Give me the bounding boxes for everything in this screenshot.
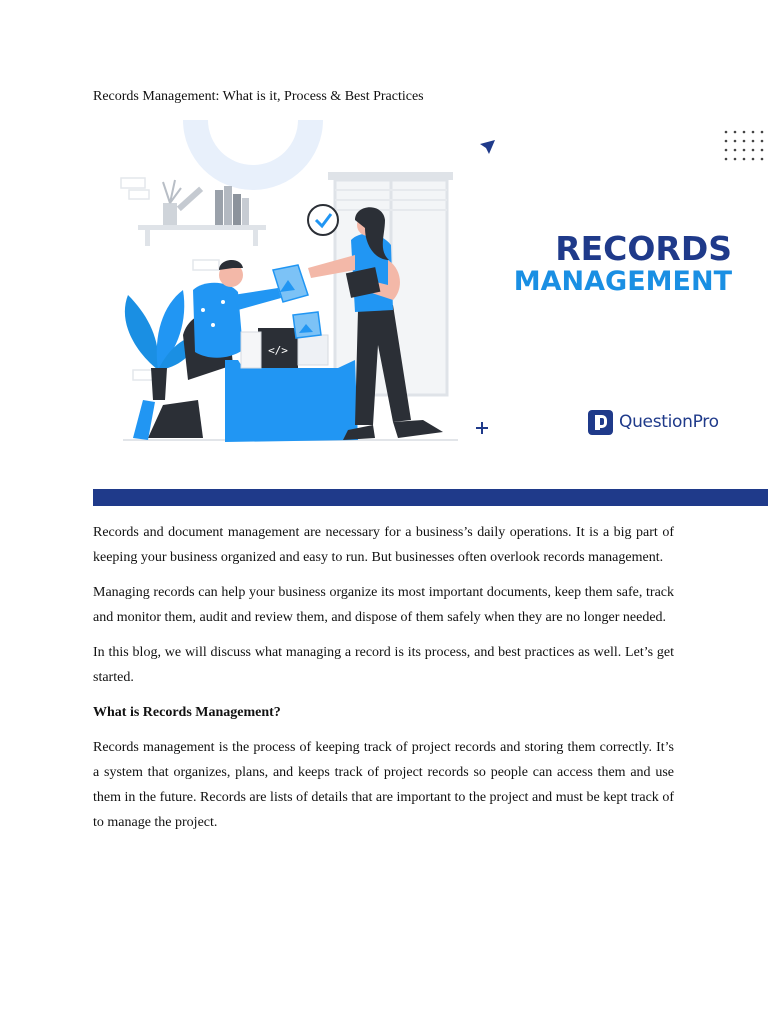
brand-name: QuestionPro (619, 412, 719, 432)
image-document-icon-2 (293, 312, 321, 338)
questionpro-logo-icon (588, 410, 613, 435)
paper-plane-icon (480, 140, 495, 154)
code-symbol: </> (268, 344, 288, 357)
background-arc (183, 120, 323, 190)
paragraph-intro: Records and document management are necessary for a business’s daily operations. It is a big part of keeping your business organized and easy to run. But businesses often overlook records management. (93, 525, 674, 565)
article-body (93, 520, 674, 835)
check-bubble-icon (308, 205, 338, 235)
dot-grid-icon (725, 131, 764, 161)
paragraph-definition: Records management is the process of keeping track of project records and storing them correctly. It’s a system that organizes, plans, and keeps track of project records so people can access them and use them in the future. Records are lists of details that are important to the project and must be kept track of to manage the project. (93, 740, 674, 830)
shelf (138, 180, 266, 246)
plus-icon (476, 422, 488, 434)
paragraph-blog-outline: In this blog, we will discuss what managing a record is its process, and best practices as well. Let’s get started. (93, 645, 674, 685)
hero-heading-records: RECORDS (555, 229, 732, 268)
questionpro-brand (588, 408, 719, 436)
paragraph-benefits: Managing records can help your business organize its most important documents, keep them safe, track and monitor them, audit and review them, and dispose of them safely when they are no longer needed. (93, 585, 674, 625)
hero-banner (93, 120, 768, 506)
hero-bottom-band (93, 489, 768, 506)
hero-heading-management: MANAGEMENT (513, 266, 732, 297)
document-title: Records Management: What is it, Process & Best Practices (93, 89, 424, 104)
section-heading: What is Records Management? (93, 705, 281, 720)
